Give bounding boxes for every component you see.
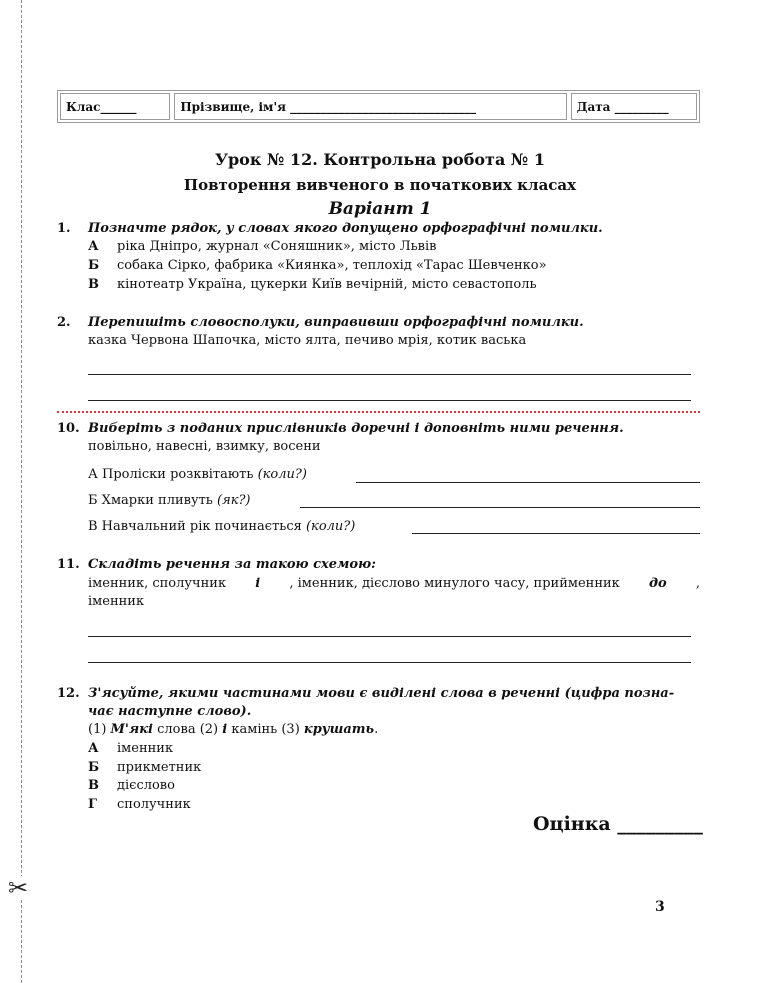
q1-option-letter[interactable]: В (88, 277, 99, 292)
q10-item-hint: (коли?) (257, 467, 307, 482)
q11-scheme-last: іменник (88, 594, 145, 609)
answer-line[interactable] (88, 636, 691, 637)
variant-title: Варіант 1 (328, 199, 432, 219)
q1-number: 1. (57, 221, 71, 236)
lesson-title: Урок № 12. Контрольна робота № 1 (215, 150, 545, 169)
student-info-table (57, 90, 700, 123)
q12-option-text: прикметник (117, 760, 202, 775)
q12-text-line2: чає наступне слово). (88, 704, 252, 719)
q12-option-text: іменник (117, 741, 174, 756)
answer-line[interactable] (88, 662, 691, 663)
answer-line[interactable] (356, 482, 700, 483)
q2-number: 2. (57, 315, 71, 330)
q12-sentence (88, 721, 378, 739)
q12-option-letter[interactable]: Б (88, 760, 100, 775)
q1-option-letter[interactable]: А (88, 239, 99, 254)
q10-item-text: Б Хмарки пливуть (88, 493, 213, 508)
scheme-part: іменник, сполучник (88, 576, 227, 591)
name-field[interactable]: Прізвище, ім'я _______________________________ (174, 93, 566, 120)
scissors-icon: ✂ (8, 874, 29, 902)
q12-number: 12. (57, 686, 80, 701)
q11-text: Складіть речення за такою схемою: (88, 557, 376, 572)
scheme-conjunction: і (255, 576, 261, 591)
q2-words: казка Червона Шапочка, місто ялта, печиво мрія, котик васька (88, 333, 527, 348)
q11-scheme (88, 575, 700, 593)
q10-text: Виберіть з поданих прислівників доречні і доповніть ними речення. (88, 421, 624, 436)
lesson-subtitle: Повторення вивченого в початкових класах (183, 176, 577, 194)
q1-text: Позначте рядок, у словах якого допущено орфографічні помилки. (88, 221, 603, 236)
page-number: 3 (655, 899, 665, 915)
answer-line[interactable] (88, 400, 691, 401)
q1-option-text: кінотеатр Україна, цукерки Київ вечірній, місто севастополь (117, 277, 537, 292)
q10-item-a (88, 466, 307, 484)
class-field[interactable]: Клас______ (60, 93, 170, 120)
q12-option-letter[interactable]: Г (88, 797, 97, 812)
q12-option-letter[interactable]: В (88, 778, 99, 793)
highlighted-word: крушать (303, 722, 375, 737)
q1-option-text: ріка Дніпро, журнал «Соняшник», місто Львів (117, 239, 437, 254)
q10-item-b (88, 492, 251, 510)
q12-option-letter[interactable]: А (88, 741, 99, 756)
q1-option-text: собака Сірко, фабрика «Киянка», теплохід «Тарас Шевченко» (117, 258, 547, 273)
q10-words: повільно, навесні, взимку, восени (88, 439, 321, 454)
q10-item-text: В Навчальний рік починається (88, 519, 302, 534)
cut-line (21, 0, 22, 983)
q2-text: Перепишіть словосполуки, виправивши орфографічні помилки. (88, 315, 584, 330)
sentence-part: (1) (88, 722, 111, 737)
q10-item-hint: (як?) (217, 493, 251, 508)
q10-item-c (88, 518, 355, 536)
scheme-preposition: до (648, 576, 667, 591)
answer-line[interactable] (300, 507, 700, 508)
sentence-part: камінь (3) (227, 722, 304, 737)
sentence-part: слова (2) (153, 722, 223, 737)
date-field[interactable]: Дата _________ (571, 93, 697, 120)
sentence-part: . (374, 722, 379, 737)
q12-text-line1: З'ясуйте, якими частинами мови є виділені слова в реченні (цифра позна- (88, 686, 675, 701)
highlighted-word: і (222, 722, 228, 737)
highlighted-word: М'які (110, 722, 153, 737)
q10-number: 10. (57, 421, 80, 436)
section-divider (57, 411, 700, 413)
scheme-part: , (695, 576, 700, 591)
scheme-part: , іменник, дієслово минулого часу, прийменник (289, 576, 620, 591)
grade-field[interactable]: Оцінка _________ (533, 813, 703, 835)
q1-option-letter[interactable]: Б (88, 258, 100, 273)
q12-option-text: сполучник (117, 797, 191, 812)
q10-item-text: А Проліски розквітають (88, 467, 254, 482)
q11-number: 11. (57, 557, 80, 572)
answer-line[interactable] (412, 533, 700, 534)
q10-item-hint: (коли?) (305, 519, 356, 534)
q12-option-text: дієслово (117, 778, 175, 793)
answer-line[interactable] (88, 374, 691, 375)
